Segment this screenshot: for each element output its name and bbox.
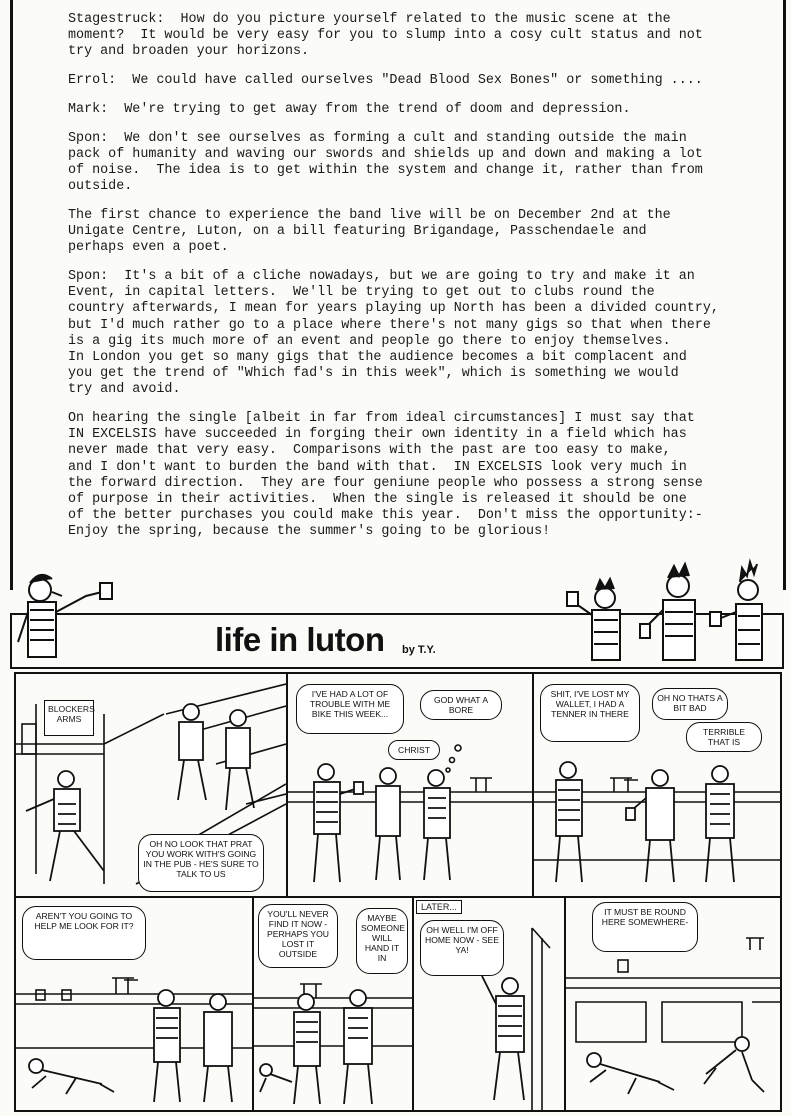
- comic-panel-4: [14, 896, 254, 1112]
- panel-3-speech-bubble-bad: OH NO THATS A BIT BAD: [652, 688, 728, 720]
- comic-panel-5: [252, 896, 414, 1112]
- pub-sign: BLOCKERS ARMS: [44, 700, 94, 736]
- paragraph-review-conclusion: On hearing the single [albeit in far from ideal circumstances] I must say that IN EXCELSIS have succeeded in forging their own identity in a field which has never made that very easy. Comparisons with the past are too easy to make, and I don't want to burden the band with that. IN EXCELSIS look very much in the forward direction. They are four geniune people who possess a strong sense of purpose in their activities. When the single is released it should be one of the better purchases you could make this year. Don't miss the opportunity:- Enjoy the spring, because the summer's going to be glorious!: [68, 411, 703, 540]
- comic-panel-7: [564, 896, 782, 1112]
- panel-2-thought-bubble-christ: CHRIST: [388, 740, 440, 760]
- panel-3-speech-bubble-wallet: SHIT, I'VE LOST MY WALLET, I HAD A TENNER IN THERE: [540, 684, 640, 742]
- paragraph-mark: Mark: We're trying to get away from the trend of doom and depression.: [68, 101, 631, 117]
- panel-3-speech-bubble-terrible: TERRIBLE THAT IS: [686, 722, 762, 752]
- paragraph-spon-cult: Spon: We don't see ourselves as forming a cult and standing outside the main pack of humanity and waving our swords and shields up and down and making a lot of noise. The idea is to get within the system and change it, rather than from outside.: [68, 130, 703, 195]
- comic-panel-3: [532, 672, 782, 898]
- panel-2-thought-bubble-bore: GOD WHAT A BORE: [420, 690, 502, 720]
- paragraph-errol: Errol: We could have called ourselves "Dead Blood Sex Bones" or something ....: [68, 73, 703, 89]
- panel-6-caption-later: LATER...: [416, 900, 462, 914]
- paragraph-gig-announcement: The first chance to experience the band live will be on December 2nd at the Unigate Centre, Luton, on a bill featuring Brigandage, Passchendaele and perhaps even a poet.: [68, 207, 671, 256]
- comic-panel-2: [286, 672, 534, 898]
- comic-credit: by T.Y.: [402, 644, 436, 656]
- comic-title: life in luton: [215, 621, 385, 658]
- paragraph-stagestruck-question: Stagestruck: How do you picture yourself related to the music scene at the moment? It would be very easy for you to slump into a cosy cult status and not try and broaden your horizons.: [68, 12, 703, 60]
- panel-6-speech-bubble-off-home: OH WELL I'M OFF HOME NOW - SEE YA!: [420, 920, 504, 976]
- panel-5-speech-bubble-never-find: YOU'LL NEVER FIND IT NOW - PERHAPS YOU LOST IT OUTSIDE: [258, 904, 338, 968]
- panel-1-speech-bubble: OH NO LOOK THAT PRAT YOU WORK WITH'S GOING IN THE PUB - HE'S SURE TO TALK TO US: [138, 834, 264, 892]
- comic-panel-1: [14, 672, 288, 898]
- paragraph-spon-event: Spon: It's a bit of a cliche nowadays, but we are going to try and make it an Event, in capital letters. We'll be trying to get out to clubs round the country afterwards, I mean for years playing up North has been a divided country, but I'd much rather go to a place where there's not many gigs so that when there is a gig its much more of an event and people go there to enjoy themselves. In London you get so many gigs that the audience becomes a bit complacent and you get the trend of "Which fad's in this week", which is something we would try and avoid.: [68, 268, 719, 398]
- panel-5-speech-bubble-hand-in: MAYBE SOMEONE WILL HAND IT IN: [356, 908, 408, 974]
- panel-4-speech-bubble-help: AREN'T YOU GOING TO HELP ME LOOK FOR IT?: [22, 906, 146, 960]
- comic-panel-6: [412, 896, 566, 1112]
- panel-7-speech-bubble-round-here: IT MUST BE ROUND HERE SOMEWHERE-: [592, 902, 698, 952]
- panel-2-speech-bubble-bike: I'VE HAD A LOT OF TROUBLE WITH ME BIKE THIS WEEK...: [296, 684, 404, 734]
